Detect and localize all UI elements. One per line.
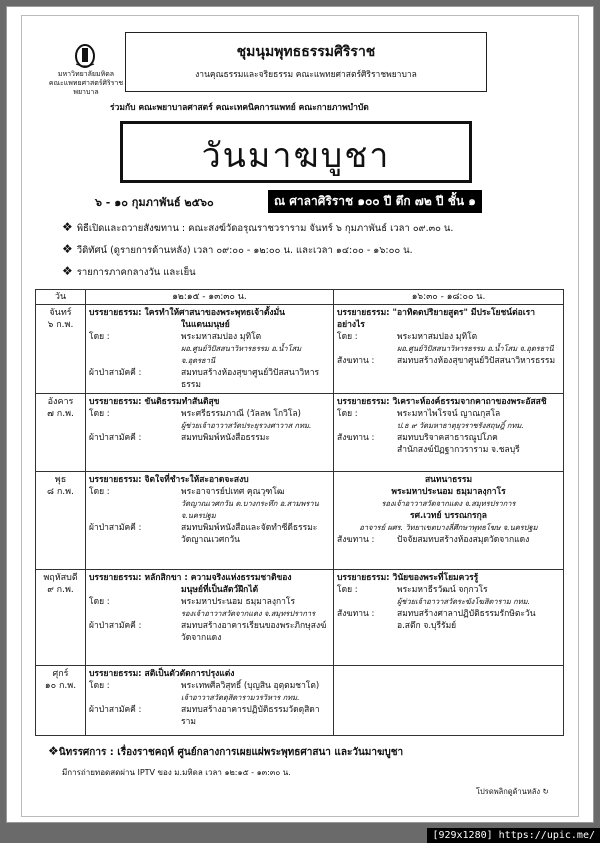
bullet-video: ❖ วีดิทัศน์ (ดูรายการด้านหลัง) เวลา ๐๙:๐๐ - ๑๒:๐๐ น. และเวลา ๑๔:๐๐ - ๑๖:๐๐ น. [62, 242, 413, 256]
event-title: วันมาฆบูชา [201, 136, 391, 176]
header-slot2: ๑๖:๓๐ - ๑๘:๐๐ น. [334, 290, 564, 305]
table-header-row [36, 290, 564, 305]
table-row: อังคาร ๗ ก.พ. บรรยายธรรม: ขันติธรรมทำสันติสุข โดย : พระศรีธรรมภาณี (วัลลพ โกวิโล) ผู้ช่วยเจ้าอาวาสวัดประยุรวงศาวาส กทม. ผ้าป่าสามัคคี : สมทบพิมพ์หนังสือธรรมะ บรรยายธรรม: วิเคราะห์องค์ธรรมจากคาถาของพระอัสสชิ โดย : พระมหาไพโรจน์ ญาณกุสโล ป.ธ ๙ วัดมหาธาตุยุวราชรังสฤษฎิ์ กทม. สังฆทาน : สมทบบริจาคสาธารณูปโภค สำนักสงฆ์ปัฏฐากวราราม จ.ชลบุรี [36, 394, 564, 472]
schedule-table [35, 289, 564, 736]
mahidol-logo-icon [66, 42, 104, 68]
turn-arrow-icon: ↻ [542, 787, 549, 796]
slot2-cell: บรรยายธรรม: วิเคราะห์องค์ธรรมจากคาถาของพระอัสสชิ โดย : พระมหาไพโรจน์ ญาณกุสโล ป.ธ ๙ วัดมหาธาตุยุวราชรังสฤษฎิ์ กทม. สังฆทาน : สมทบบริจาคสาธารณูปโภค สำนักสงฆ์ปัฏฐากวราราม จ.ชลบุรี [334, 394, 564, 472]
slot2-cell: บรรยายธรรม: วินัยของพระที่โยมควรรู้ โดย : พระมหาธีรวัฒน์ จกฺกวโร ผู้ช่วยเจ้าอาวาสวัดระฆังโฆสิตาราม กทม. สังฆทาน : สมทบสร้างศาลาปฏิบัติธรรมรักษิตะวัน อ.สตึก จ.บุรีรัมย์ [334, 570, 564, 666]
header-box [125, 32, 487, 92]
slot1-cell: บรรยายธรรม: สติเป็นตัวตัดการปรุงแต่ง โดย : พระเทพศีลวิสุทธิ์ (บุญสิน อุตฺตมชาโต) เจ้าอาวาสวัดดุสิดารามวรวิหาร กทม. ผ้าป่าสามัคคี : สมทบสร้างอาคารปฏิบัติธรรมวัดดุสิดาราม [86, 666, 334, 736]
turn-page-note: โปรดพลิกดูด้านหลัง ↻ [476, 787, 549, 796]
table-row: จันทร์ ๖ ก.พ. บรรยายธรรม: ใครทำให้ศาสนาของพระพุทธเจ้าตั้งมั่น ในแดนมนุษย์ โดย : พระมหาสมปอง มุทิโต ผอ.ศูนย์วิปัสสนาวิหารธรรม อ.น้ำโสม จ.อุดรธานี ผ้าป่าสามัคคี : สมทบสร้างห้องสุขาศูนย์วิปัสสนาวิหารธรรม บรรยายธรรม: "อาทิตตปริยายสูตร" มีประโยชน์ต่อเราอย่างไร โดย : พระมหาสมปอง มุทิโต ผอ.ศูนย์วิปัสสนาวิหารธรรม อ.น้ำโสม จ.อุดรธานี สังฆทาน : สมทบสร้างห้องสุขาศูนย์วิปัสสนาวิหารธรรม [36, 305, 564, 394]
slot1-cell: บรรยายธรรม: ใครทำให้ศาสนาของพระพุทธเจ้าตั้งมั่น ในแดนมนุษย์ โดย : พระมหาสมปอง มุทิโต ผอ.ศูนย์วิปัสสนาวิหารธรรม อ.น้ำโสม จ.อุดรธานี ผ้าป่าสามัคคี : สมทบสร้างห้องสุขาศูนย์วิปัสสนาวิหารธรรม [86, 305, 334, 394]
diamond-bullet-icon: ❖ [48, 744, 59, 758]
iptv-line: มีการถ่ายทอดสดผ่าน IPTV ของ ม.มหิดล เวลา ๑๒:๑๕ - ๑๓:๓๐ น. [62, 768, 291, 777]
event-venue: ณ ศาลาศิริราช ๑๐๐ ปี ตึก ๗๒ ปี ชั้น ๑ [268, 190, 482, 213]
title-box [120, 121, 472, 183]
image-size-stamp: [929x1280] https://upic.me/ [427, 828, 600, 843]
table-row: พุธ ๘ ก.พ. บรรยายธรรม: จิตใจที่ชำระให้สะอาดจะสงบ โดย : พระอาจารย์ปเทศ คุณวุฑโฒ วัดญาณเวศกวัน ต.บางกระทึก อ.สามพราน จ.นครปฐม ผ้าป่าสามัคคี : สมทบพิมพ์หนังสือและจัดทำซีดีธรรมะ วัดญาณเวศกวัน สนทนาธรรม พระมหาประนอม ธมฺมาลงฺกาโร รองเจ้าอาวาสวัดจากแดง จ.สมุทรปราการ รศ.เวทย์ บรรณกรกุล อาจารย์ ผศร. วิทยาเขตบางลี่ศึกษาพุทธโฆษ จ.นครปฐม สังฆทาน : ปัจจัยสมทบสร้างห้องสมุดวัดจากแดง [36, 472, 564, 570]
slot1-cell: บรรยายธรรม: หลักสิกขา : ความจริงแห่งธรรมชาติของ มนุษย์ที่เป็นสัตว์ฝึกได้ โดย : พระมหาประนอม ธมฺมาลงฺกาโร รองเจ้าอาวาสวัดจากแดง จ.สมุทรปราการ ผ้าป่าสามัคคี : สมทบสร้างอาคารเรียนของพระภิกษุสงฆ์ วัดจากแดง [86, 570, 334, 666]
bullet-opening: ❖ พิธีเปิดและถวายสังฆทาน : คณะสงฆ์วัดอรุณราชวราราม จันทร์ ๖ กุมภาพันธ์ เวลา ๐๙.๓๐ น. [62, 220, 454, 234]
slot2-cell: สนทนาธรรม พระมหาประนอม ธมฺมาลงฺกาโร รองเจ้าอาวาสวัดจากแดง จ.สมุทรปราการ รศ.เวทย์ บรรณกรกุล อาจารย์ ผศร. วิทยาเขตบางลี่ศึกษาพุทธโฆษ จ.นครปฐม สังฆทาน : ปัจจัยสมทบสร้างห้องสมุดวัดจากแดง [334, 472, 564, 570]
department-line: งานคุณธรรมและจริยธรรม คณะแพทยศาสตร์ศิริราชพยาบาล [195, 70, 417, 80]
header-slot1: ๑๒:๑๕ - ๑๓:๓๐ น. [86, 290, 334, 305]
header-day: วัน [36, 290, 86, 305]
diamond-bullet-icon: ❖ [62, 220, 73, 234]
cooperation-line: ร่วมกับ คณะพยาบาลศาสตร์ คณะเทคนิคการแพทย์ คณะกายภาพบำบัด [110, 103, 369, 113]
slot2-cell: บรรยายธรรม: "อาทิตตปริยายสูตร" มีประโยชน์ต่อเราอย่างไร โดย : พระมหาสมปอง มุทิโต ผอ.ศูนย์วิปัสสนาวิหารธรรม อ.น้ำโสม จ.อุดรธานี สังฆทาน : สมทบสร้างห้องสุขาศูนย์วิปัสสนาวิหารธรรม [334, 305, 564, 394]
slot2-cell-empty [334, 666, 564, 736]
club-name: ชุมนุมพุทธธรรมศิริราช [236, 44, 376, 60]
university-name: มหาวิทยาลัยมหิดล คณะแพทยศาสตร์ศิริราชพยาบาล [48, 70, 124, 96]
diamond-bullet-icon: ❖ [62, 242, 73, 256]
exhibition-line: ❖นิทรรศการ : เรื่องราชคฤห์ ศูนย์กลางการเผยแผ่พระพุทธศาสนา และวันมาฆบูชา [48, 744, 404, 758]
slot1-cell: บรรยายธรรม: จิตใจที่ชำระให้สะอาดจะสงบ โดย : พระอาจารย์ปเทศ คุณวุฑโฒ วัดญาณเวศกวัน ต.บางกระทึก อ.สามพราน จ.นครปฐม ผ้าป่าสามัคคี : สมทบพิมพ์หนังสือและจัดทำซีดีธรรมะ วัดญาณเวศกวัน [86, 472, 334, 570]
slot1-cell: บรรยายธรรม: ขันติธรรมทำสันติสุข โดย : พระศรีธรรมภาณี (วัลลพ โกวิโล) ผู้ช่วยเจ้าอาวาสวัดประยุรวงศาวาส กทม. ผ้าป่าสามัคคี : สมทบพิมพ์หนังสือธรรมะ [86, 394, 334, 472]
table-row: พฤหัสบดี ๙ ก.พ. บรรยายธรรม: หลักสิกขา : ความจริงแห่งธรรมชาติของ มนุษย์ที่เป็นสัตว์ฝึกได้ โดย : พระมหาประนอม ธมฺมาลงฺกาโร รองเจ้าอาวาสวัดจากแดง จ.สมุทรปราการ ผ้าป่าสามัคคี : สมทบสร้างอาคารเรียนของพระภิกษุสงฆ์ วัดจากแดง บรรยายธรรม: วินัยของพระที่โยมควรรู้ โดย : พระมหาธีรวัฒน์ จกฺกวโร ผู้ช่วยเจ้าอาวาสวัดระฆังโฆสิตาราม กทม. สังฆทาน : สมทบสร้างศาลาปฏิบัติธรรมรักษิตะวัน อ.สตึก จ.บุรีรัมย์ [36, 570, 564, 666]
bullet-program: ❖ รายการภาคกลางวัน และเย็น [62, 264, 196, 278]
event-date: ๖ - ๑๐ กุมภาพันธ์ ๒๕๖๐ [95, 196, 214, 209]
table-row: ศุกร์ ๑๐ ก.พ. บรรยายธรรม: สติเป็นตัวตัดการปรุงแต่ง โดย : พระเทพศีลวิสุทธิ์ (บุญสิน อุตฺตมชาโต) เจ้าอาวาสวัดดุสิดารามวรวิหาร กทม. ผ้าป่าสามัคคี : สมทบสร้างอาคารปฏิบัติธรรมวัดดุสิดาราม [36, 666, 564, 736]
diamond-bullet-icon: ❖ [62, 264, 73, 278]
